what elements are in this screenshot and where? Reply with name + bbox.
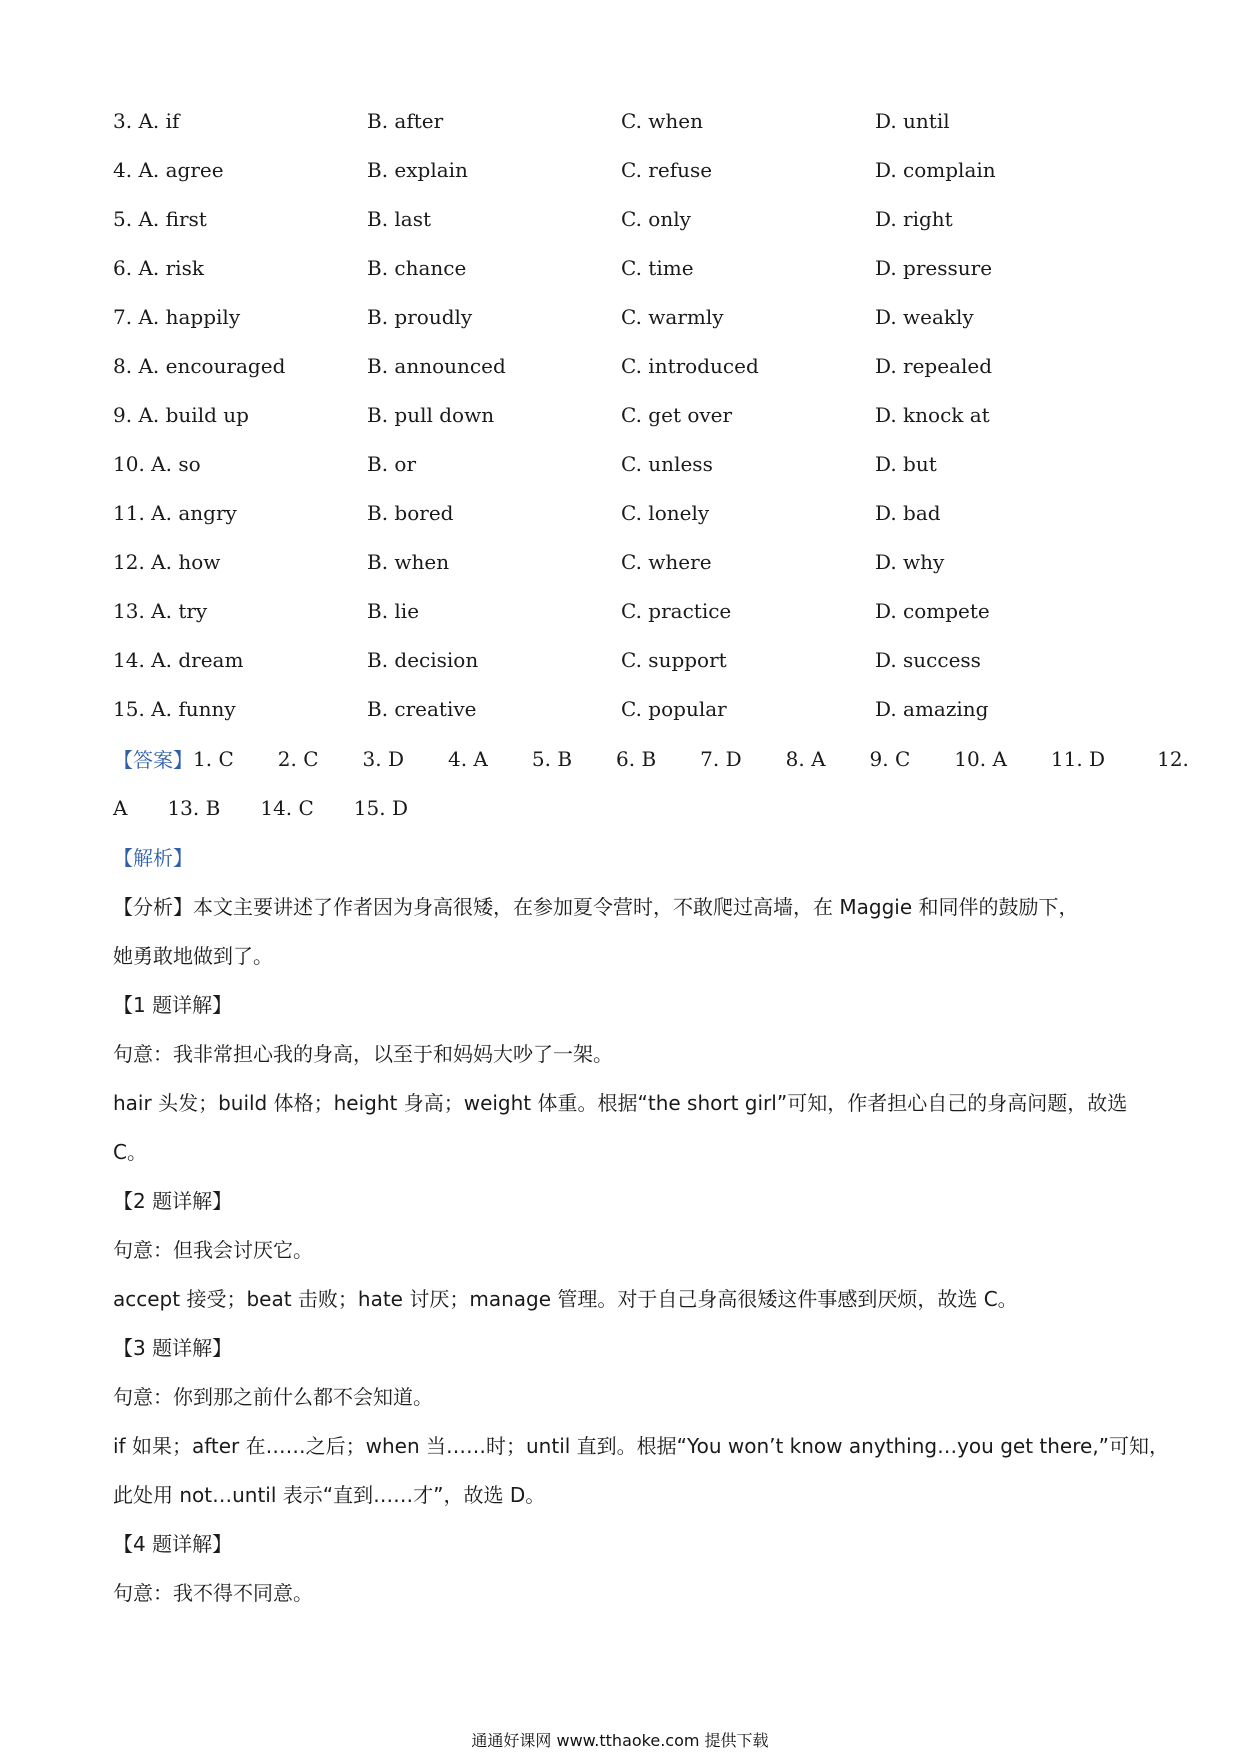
- option-b: B. pull down: [367, 402, 495, 427]
- question-number: 15.: [113, 696, 145, 721]
- answer-item: 13. B: [167, 795, 221, 820]
- option-c: C. lonely: [621, 500, 710, 525]
- option-b: B. chance: [367, 255, 467, 280]
- option-b: B. decision: [367, 647, 479, 672]
- question-number: 3.: [113, 108, 133, 133]
- option-c: C. unless: [621, 451, 713, 476]
- option-text: A. funny: [151, 696, 236, 721]
- option-a: [113, 158, 367, 182]
- option-text: A. angry: [151, 500, 237, 525]
- detail-heading: 【1 题详解】: [113, 993, 233, 1017]
- question-number: 10.: [113, 451, 145, 476]
- option-row: [113, 292, 1133, 341]
- option-b: B. creative: [367, 696, 477, 721]
- option-a: [113, 109, 367, 133]
- option-d: D. compete: [875, 598, 990, 623]
- option-c: C. popular: [621, 696, 727, 721]
- options-list: [113, 96, 1133, 733]
- answer-item: 10. A: [954, 746, 1007, 771]
- option-row: [113, 439, 1133, 488]
- detail-meaning: 句意：我不得不同意。: [113, 1581, 313, 1605]
- question-number: 8.: [113, 353, 133, 378]
- option-d: D. right: [875, 206, 953, 231]
- analysis-tag: 【解析】: [113, 846, 193, 870]
- option-b: B. proudly: [367, 304, 473, 329]
- option-a: [113, 648, 367, 672]
- option-c: C. only: [621, 206, 691, 231]
- option-row: [113, 145, 1133, 194]
- detail-heading: 【4 题详解】: [113, 1532, 233, 1556]
- option-text: A. dream: [151, 647, 244, 672]
- option-a: [113, 452, 367, 476]
- detail-explanation: C。: [113, 1140, 147, 1164]
- option-a: [113, 305, 367, 329]
- option-a: [113, 207, 367, 231]
- option-b: B. when: [367, 549, 450, 574]
- answer-tag: 【答案】: [113, 748, 193, 772]
- option-a: [113, 599, 367, 623]
- option-d: D. amazing: [875, 696, 989, 721]
- option-d: D. why: [875, 549, 945, 574]
- option-a: [113, 256, 367, 280]
- option-a: [113, 501, 367, 525]
- option-text: A. encouraged: [138, 353, 286, 378]
- option-b: B. after: [367, 108, 444, 133]
- option-row: [113, 96, 1133, 145]
- option-row: [113, 194, 1133, 243]
- answer-item: 11. D: [1050, 746, 1106, 771]
- detail-meaning: 句意：但我会讨厌它。: [113, 1238, 313, 1262]
- option-d: D. pressure: [875, 255, 993, 280]
- answer-item: 8. A: [785, 746, 826, 771]
- option-c: C. when: [621, 108, 704, 133]
- page-footer: 通通好课网 www.tthaoke.com 提供下载: [471, 1731, 769, 1750]
- answer-item: 6. B: [616, 746, 657, 771]
- detail-heading: 【2 题详解】: [113, 1189, 233, 1213]
- answer-line-1: [113, 734, 1189, 783]
- answer-item: 15. D: [353, 795, 408, 820]
- detail-heading: 【3 题详解】: [113, 1336, 233, 1360]
- answer-item: 9. C: [869, 746, 911, 771]
- option-c: C. time: [621, 255, 694, 280]
- answer-item: 14. C: [260, 795, 314, 820]
- answer-item: 4. A: [447, 746, 488, 771]
- question-number: 9.: [113, 402, 133, 427]
- option-d: D. repealed: [875, 353, 993, 378]
- detail-explanation: if 如果；after 在……之后；when 当……时；until 直到。根据“You won’t know anything…you get there,”可知，: [113, 1434, 1170, 1458]
- option-b: B. lie: [367, 598, 420, 623]
- option-a: [113, 697, 367, 721]
- option-c: C. introduced: [621, 353, 759, 378]
- answer-item: 7. D: [700, 746, 742, 771]
- question-number: 4.: [113, 157, 133, 182]
- option-text: A. how: [151, 549, 221, 574]
- option-b: B. bored: [367, 500, 454, 525]
- option-b: B. announced: [367, 353, 506, 378]
- detail-meaning: 句意：我非常担心我的身高，以至于和妈妈大吵了一架。: [113, 1042, 613, 1066]
- answer-block: [113, 734, 1189, 832]
- option-c: C. get over: [621, 402, 733, 427]
- option-row: [113, 684, 1133, 733]
- question-number: 7.: [113, 304, 133, 329]
- option-d: D. success: [875, 647, 981, 672]
- question-number: 12.: [113, 549, 145, 574]
- detail-explanation: 此处用 not…until 表示“直到……才”，故选 D。: [113, 1483, 546, 1507]
- option-d: D. complain: [875, 157, 996, 182]
- option-a: [113, 403, 367, 427]
- answer-line-2: [113, 783, 1133, 832]
- option-text: A. so: [151, 451, 201, 476]
- summary-line-1: 【分析】本文主要讲述了作者因为身高很矮，在参加夏令营时，不敢爬过高墙，在 Maggie 和同伴的鼓励下，: [113, 895, 1079, 919]
- option-d: D. knock at: [875, 402, 990, 427]
- answer-item: 5. B: [531, 746, 573, 771]
- detail-explanation: accept 接受；beat 击败；hate 讨厌；manage 管理。对于自己身高很矮这件事感到厌烦，故选 C。: [113, 1287, 1018, 1311]
- question-number: 14.: [113, 647, 145, 672]
- detail-explanation: hair 头发；build 体格；height 身高；weight 体重。根据“the short girl”可知，作者担心自己的身高问题，故选: [113, 1091, 1128, 1115]
- option-d: D. bad: [875, 500, 941, 525]
- option-row: [113, 341, 1133, 390]
- option-d: D. until: [875, 108, 950, 133]
- option-c: C. warmly: [621, 304, 724, 329]
- option-text: A. happily: [138, 304, 241, 329]
- option-row: [113, 586, 1133, 635]
- option-c: C. refuse: [621, 157, 713, 182]
- option-text: A. agree: [138, 157, 224, 182]
- answer-item: 2. C: [277, 746, 319, 771]
- answer-item: 3. D: [362, 746, 404, 771]
- option-a: [113, 550, 367, 574]
- question-number: 13.: [113, 598, 145, 623]
- option-row: [113, 488, 1133, 537]
- option-text: A. risk: [138, 255, 204, 280]
- option-c: C. practice: [621, 598, 732, 623]
- option-d: D. weakly: [875, 304, 974, 329]
- option-row: [113, 635, 1133, 684]
- option-text: A. first: [138, 206, 207, 231]
- detail-meaning: 句意：你到那之前什么都不会知道。: [113, 1385, 433, 1409]
- option-text: A. try: [151, 598, 208, 623]
- question-number: 5.: [113, 206, 133, 231]
- option-b: B. last: [367, 206, 432, 231]
- option-b: B. or: [367, 451, 417, 476]
- option-c: C. support: [621, 647, 727, 672]
- answer-item: 12.: [1157, 746, 1189, 771]
- option-row: [113, 390, 1133, 439]
- option-d: D. but: [875, 451, 937, 476]
- option-b: B. explain: [367, 157, 468, 182]
- option-a: [113, 354, 367, 378]
- summary-line-2: 她勇敢地做到了。: [113, 944, 273, 968]
- option-row: [113, 243, 1133, 292]
- option-c: C. where: [621, 549, 712, 574]
- analysis-content: [113, 832, 1170, 1616]
- question-number: 6.: [113, 255, 133, 280]
- answer-item: A: [113, 795, 128, 820]
- option-text: A. build up: [138, 402, 249, 427]
- option-text: A. if: [138, 108, 180, 133]
- option-row: [113, 537, 1133, 586]
- answer-item: 1. C: [193, 746, 234, 771]
- question-number: 11.: [113, 500, 145, 525]
